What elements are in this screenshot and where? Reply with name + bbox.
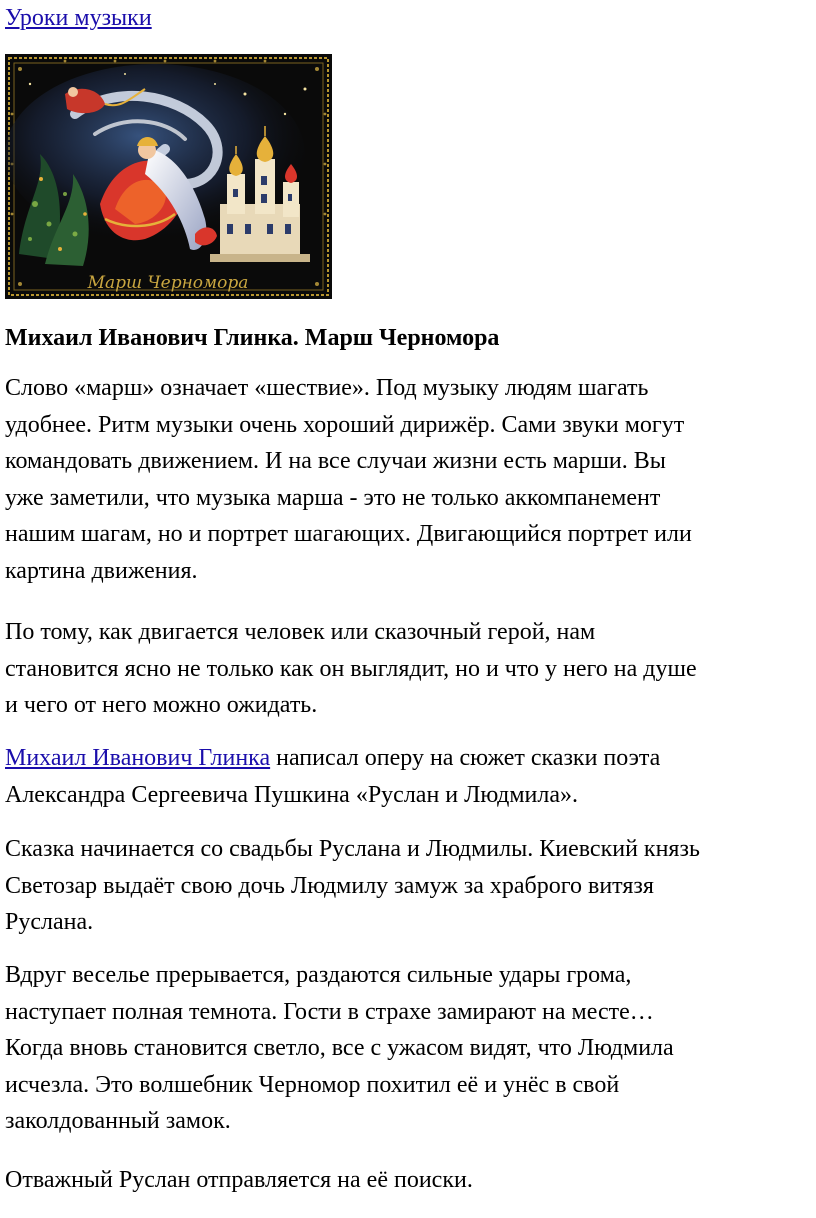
paragraph-line xyxy=(5,740,813,777)
paragraph-line: Вдруг веселье прерывается, раздаются сильные удары грома, xyxy=(5,962,632,988)
lessons-link[interactable]: Уроки музыки xyxy=(5,5,152,31)
paragraph-line: и чего от него можно ожидать. xyxy=(5,692,318,718)
paragraph-text: написал оперу на сюжет сказки поэта xyxy=(270,745,661,771)
paragraph-hero-movement xyxy=(5,614,813,724)
paragraph-line: исчезла. Это волшебник Черномор похитил её и унёс в свой xyxy=(5,1071,620,1098)
paragraph-line: Слово «марш» означает «шествие». Под музыку людям шагать xyxy=(5,375,649,401)
paragraph-line: Сказка начинается со свадьбы Руслана и Людмилы. Киевский князь xyxy=(5,836,700,862)
paragraph-ruslan-search xyxy=(5,1162,813,1199)
paragraph-line: Отважный Руслан отправляется на её поиски. xyxy=(5,1167,473,1193)
paragraph-glinka-opera xyxy=(5,740,813,813)
paragraph-line: уже заметили, что музыка марша - это не только аккомпанемент xyxy=(5,484,661,511)
paragraph-line: наступает полная темнота. Гости в страхе замирают на месте… xyxy=(5,998,654,1025)
illustration-caption: Марш Черномора xyxy=(87,273,249,293)
article-title: Михаил Иванович Глинка. Марш Черномора xyxy=(5,325,500,351)
paragraph-line: удобнее. Ритм музыки очень хороший дирижёр. Сами звуки могут xyxy=(5,411,685,438)
lacquer-miniature-painting xyxy=(5,54,332,299)
paragraph-line: Александра Сергеевича Пушкина «Руслан и Людмила». xyxy=(5,781,578,808)
paragraph-line: Руслана. xyxy=(5,909,94,935)
paragraph-march-meaning xyxy=(5,370,813,589)
paragraph-line: становится ясно не только как он выглядит, но и что у него на душе xyxy=(5,655,697,682)
paragraph-line: картина движения. xyxy=(5,557,198,584)
paragraph-line: нашим шагам, но и портрет шагающих. Двигающийся портрет или xyxy=(5,521,692,547)
paragraph-line: командовать движением. И на все случаи жизни есть марши. Вы xyxy=(5,448,666,474)
paragraph-line: заколдованный замок. xyxy=(5,1108,231,1134)
paragraph-line: Светозар выдаёт свою дочь Людмилу замуж за храброго витязя xyxy=(5,872,654,899)
paragraph-line: Когда вновь становится светло, все с ужасом видят, что Людмила xyxy=(5,1035,674,1061)
glinka-link[interactable]: Михаил Иванович Глинка xyxy=(5,745,271,771)
chernomor-march-illustration xyxy=(5,54,332,299)
paragraph-line: По тому, как двигается человек или сказочный герой, нам xyxy=(5,619,596,645)
paragraph-wedding xyxy=(5,831,813,941)
paragraph-abduction xyxy=(5,957,813,1140)
